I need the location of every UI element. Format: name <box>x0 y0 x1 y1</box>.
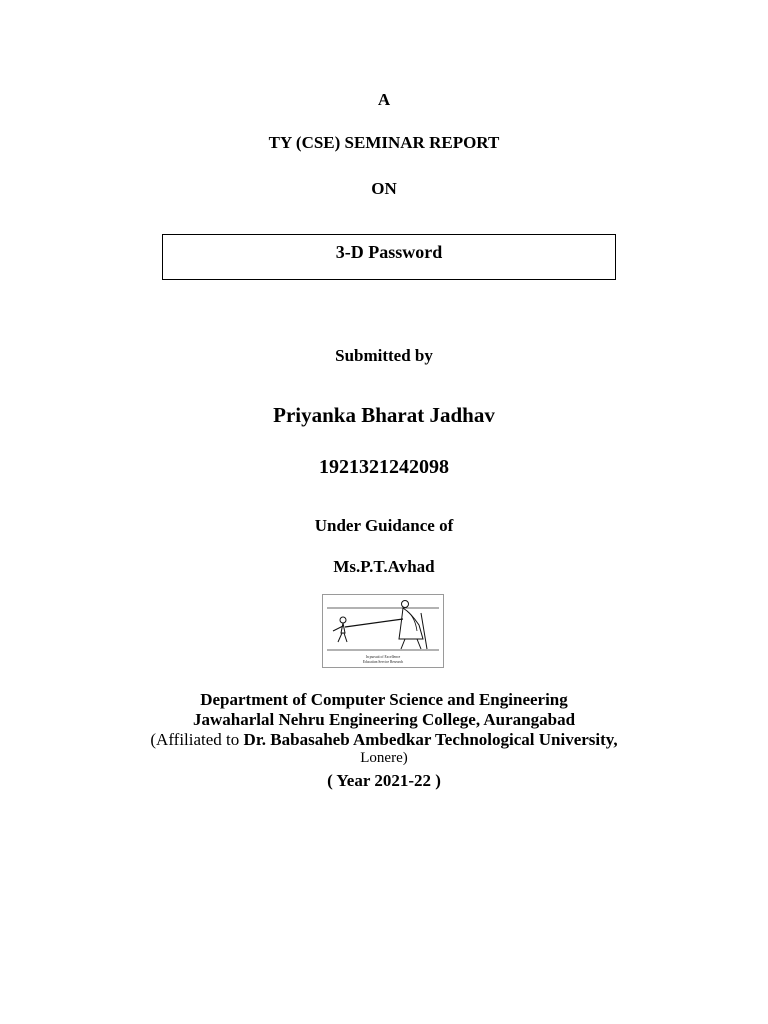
university: Dr. Babasaheb Ambedkar Technological University, <box>243 730 618 749</box>
line-on: ON <box>371 179 397 198</box>
guidance-label: Under Guidance of <box>314 516 454 535</box>
affiliation-line <box>0 730 768 750</box>
svg-text:In pursuit of Excellence: In pursuit of Excellence <box>365 655 401 659</box>
svg-text:Education Service Research: Education Service Research <box>362 660 404 664</box>
affiliation-prefix: (Affiliated to <box>150 730 244 749</box>
academic-year: ( Year 2021-22 ) <box>327 771 441 790</box>
student-name: Priyanka Bharat Jadhav <box>273 403 495 427</box>
guide-name: Ms.P.T.Avhad <box>333 557 435 576</box>
location: Lonere) <box>360 750 408 766</box>
topic-title: 3-D Password <box>335 242 443 262</box>
topic-box <box>162 234 616 280</box>
college: Jawaharlal Nehru Engineering College, Aurangabad <box>192 710 576 729</box>
college-logo <box>322 594 444 668</box>
college-emblem-icon <box>323 595 443 667</box>
submitted-by-label: Submitted by <box>335 346 433 365</box>
line-a: A <box>377 90 391 109</box>
report-type: TY (CSE) SEMINAR REPORT <box>268 133 500 152</box>
roll-number: 1921321242098 <box>319 456 449 478</box>
department: Department of Computer Science and Engineering <box>200 690 568 709</box>
